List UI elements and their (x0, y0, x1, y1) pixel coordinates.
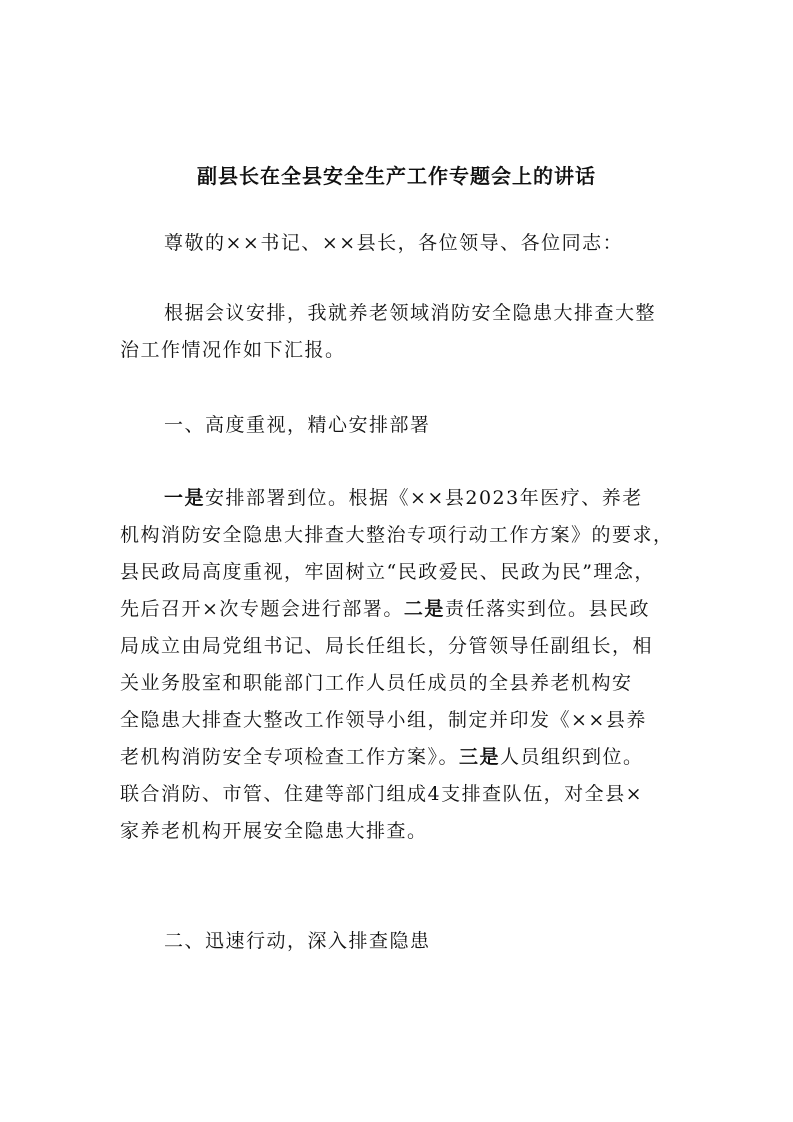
document-title: 副县长在全县安全生产工作专题会上的讲话 (197, 164, 596, 188)
section-1-line-7: 全隐患大排查大整改工作领导小组，制定并印发《××县养 (120, 709, 647, 731)
emphasis-second: 二是 (403, 598, 445, 620)
salutation (120, 225, 680, 262)
emphasis-third: 三是 (459, 746, 501, 768)
intro-line-1: 根据会议安排，我就养老领域消防安全隐患大排查大整 (164, 302, 657, 324)
intro-line-2: 治工作情况作如下汇报。 (120, 339, 346, 361)
salutation-text: 尊敬的××书记、××县长，各位领导、各位同志： (164, 232, 624, 254)
emphasis-first: 一是 (164, 487, 206, 509)
section-1-line-3: 县民政局高度重视，牢固树立“民政爱民、民政为民”理念， (120, 561, 655, 583)
intro-paragraph (120, 295, 680, 369)
section-heading-1 (120, 407, 680, 444)
section-1-paragraph (120, 480, 680, 850)
section-1-line-4-pre: 先后召开×次专题会进行部署。 (120, 598, 404, 620)
section-heading-2 (120, 923, 680, 960)
section-1-line-9: 联合消防、市管、住建等部门组成4支排查队伍，对全县× (120, 783, 644, 805)
section-heading-2-text: 二、迅速行动，深入排查隐患 (164, 930, 431, 952)
section-1-line-8-pre: 老机构消防安全专项检查工作方案》。 (120, 746, 460, 768)
section-1-line-1-text: 安排部署到位。根据《××县2023年医疗、养老 (205, 487, 643, 509)
section-1-line-1 (120, 480, 680, 517)
section-1-line-4 (120, 591, 680, 628)
section-1-line-2: 机构消防安全隐患大排查大整治专项行动工作方案》的要求， (120, 524, 674, 546)
section-1-line-6: 关业务股室和职能部门工作人员任成员的全县养老机构安 (120, 672, 633, 694)
section-1-line-10: 家养老机构开展安全隐患大排查。 (120, 820, 428, 842)
section-1-line-5: 局成立由局党组书记、局长任组长，分管领导任副组长，相 (120, 635, 654, 657)
section-heading-1-text: 一、高度重视，精心安排部署 (164, 414, 431, 436)
section-1-line-4-post: 责任落实到位。县民政 (444, 598, 650, 620)
section-1-line-8 (120, 739, 680, 776)
section-1-line-8-post: 人员组织到位。 (500, 746, 644, 768)
